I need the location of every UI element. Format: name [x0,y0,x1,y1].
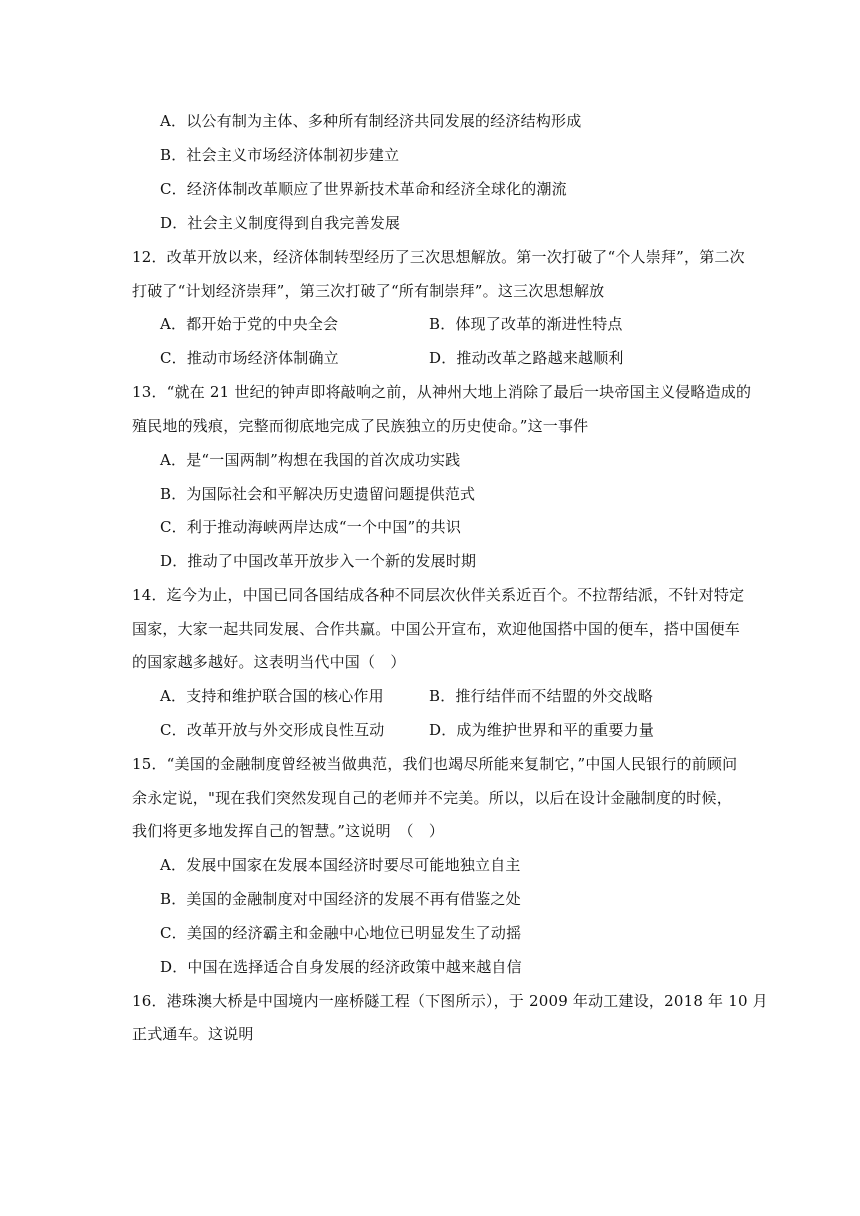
q16-stem-line-1: 16．港珠澳大桥是中国境内一座桥隧工程（下图所示），于 2009 年动工建设，2018 年 10 月 [132,992,768,1010]
q15-option-c: C．美国的经济霸主和金融中心地位已明显发生了动摇 [160,924,522,942]
q13-stem-line-2: 殖民地的残痕，完整而彻底地完成了民族独立的历史使命。”这一事件 [132,417,589,435]
q15-stem-line-1: 15．“美国的金融制度曾经被当做典范，我们也竭尽所能来复制它，”中国人民银行的前顾问 [132,755,738,773]
q13-option-c: C．利于推动海峡两岸达成“一个中国”的共识 [160,518,462,536]
q13-option-b: B．为国际社会和平解决历史遗留问题提供范式 [160,485,476,503]
q11-option-b: B．社会主义市场经济体制初步建立 [160,146,400,164]
q15-stem-line-3: 我们将更多地发挥自己的智慧。”这说明 （ ） [132,822,445,840]
q15-stem-line-2: 余永定说，"现在我们突然发现自己的老师并不完美。所以，以后在设计金融制度的时候， [132,789,732,807]
q14-stem-line-3: 的国家越多越好。这表明当代中国（ ） [132,653,406,671]
q11-option-c: C．经济体制改革顺应了世界新技术革命和经济全球化的潮流 [160,180,567,198]
q15-option-d: D．中国在选择适合自身发展的经济政策中越来越自信 [160,958,522,976]
q14-stem-line-2: 国家，大家一起共同发展、合作共赢。中国公开宣布，欢迎他国搭中国的便车，搭中国便车 [132,620,741,638]
q11-option-a: A．以公有制为主体、多种所有制经济共同发展的经济结构形成 [160,112,582,130]
q12-stem-line-2: 打破了“计划经济崇拜”，第三次打破了“所有制崇拜”。这三次思想解放 [132,282,605,300]
q11-option-d: D．社会主义制度得到自我完善发展 [160,214,401,232]
q14-option-d: D．成为维护世界和平的重要力量 [429,721,655,739]
q12-option-a: A．都开始于党的中央全会 [160,315,339,333]
q13-option-a: A．是“一国两制”构想在我国的首次成功实践 [160,451,461,469]
q14-option-b: B．推行结伴而不结盟的外交战略 [429,687,654,705]
q12-option-c: C．推动市场经济体制确立 [160,349,339,367]
q13-option-d: D．推动了中国改革开放步入一个新的发展时期 [160,552,477,570]
q14-option-c: C．改革开放与外交形成良性互动 [160,721,385,739]
q14-option-a: A．支持和维护联合国的核心作用 [160,687,384,705]
q16-stem-line-2: 正式通车。这说明 [132,1025,254,1043]
q14-stem-line-1: 14．迄今为止，中国已同各国结成各种不同层次伙伴关系近百个。不拉帮结派，不针对特定 [132,586,745,604]
q15-option-a: A．发展中国家在发展本国经济时要尽可能地独立自主 [160,856,521,874]
q13-stem-line-1: 13．“就在 21 世纪的钟声即将敲响之前，从神州大地上消除了最后一块帝国主义侵略造成的 [132,383,752,401]
q12-stem-line-1: 12．改革开放以来，经济体制转型经历了三次思想解放。第一次打破了“个人崇拜”，第二次 [132,248,745,266]
q12-option-d: D．推动改革之路越来越顺利 [429,349,624,367]
q12-option-b: B．体现了改革的渐进性特点 [429,315,623,333]
q15-option-b: B．美国的金融制度对中国经济的发展不再有借鉴之处 [160,890,521,908]
